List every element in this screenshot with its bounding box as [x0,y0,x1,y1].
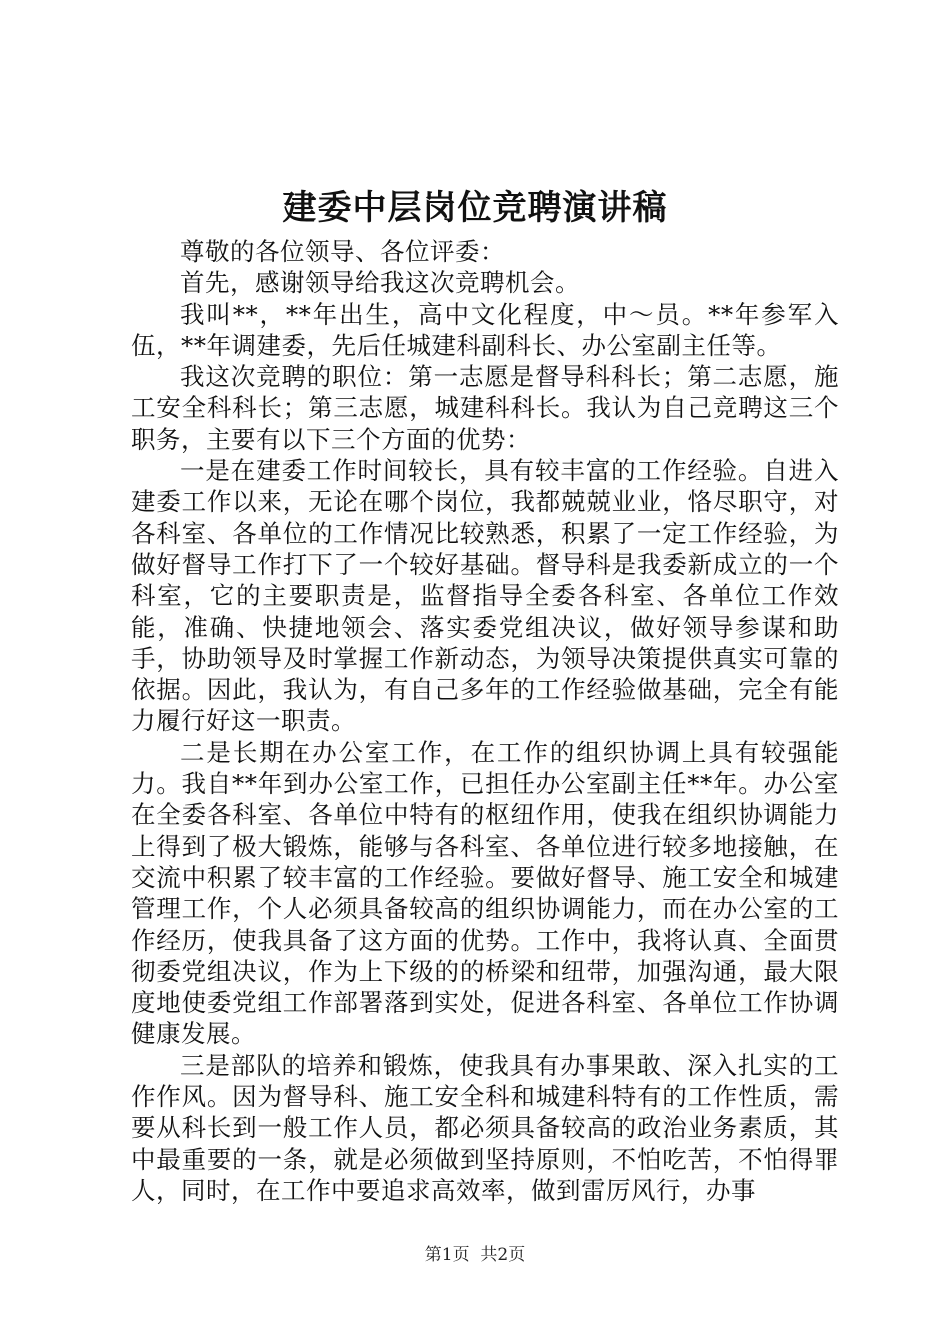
page-total: 共2页 [480,1245,526,1265]
page-number: 第1页 [424,1245,470,1265]
page-footer [0,1243,950,1267]
paragraph-thanks: 首先，感谢领导给我这次竞聘机会。 [180,268,580,298]
paragraph-advantage-1: 一是在建委工作时间较长，具有较丰富的工作经验。自进入建委工作以来，无论在哪个岗位，我都兢兢业业，恪尽职守，对各科室、各单位的工作情况比较熟悉，积累了一定工作经验，为做好督导工作打下了一个较好基础。督导科是我委新成立的一个科室，它的主要职责是，监督指导全委各科室、各单位工作效能，准确、快捷地领会、落实委党组决议，做好领导参谋和助手，协助领导及时掌握工作新动态，为领导决策提供真实可靠的依据。因此，我认为，有自己多年的工作经验做基础，完全有能力履行好这一职责。 [131,456,839,736]
footer-gap [470,1245,481,1265]
document-body [131,236,839,1206]
paragraph-salutation: 尊敬的各位领导、各位评委： [180,237,505,266]
paragraph-advantage-3: 三是部队的培养和锻炼，使我具有办事果敢、深入扎实的工作作风。因为督导科、施工安全科和城建科特有的工作性质，需要从科长到一般工作人员，都必须具备较高的政治业务素质，其中最重要的一条，就是必须做到坚持原则，不怕吃苦，不怕得罪人，同时，在工作中要追求高效率，做到雷厉风行，办事 [131,1050,839,1205]
paragraph-self-intro: 我叫**，**年出生，高中文化程度，中～员。**年参军入伍，**年调建委，先后任城建科副科长、办公室副主任等。 [131,299,839,360]
paragraph-advantage-2: 二是长期在办公室工作，在工作的组织协调上具有较强能力。我自**年到办公室工作，已担任办公室副主任**年。办公室在全委各科室、各单位中特有的枢纽作用，使我在组织协调能力上得到了极大锻炼，能够与各科室、各单位进行较多地接触，在交流中积累了较丰富的工作经验。要做好督导、施工安全和城建管理工作，个人必须具备较高的组织协调能力，而在办公室的工作经历，使我具备了这方面的优势。工作中，我将认真、全面贯彻委党组决议，作为上下级的的桥梁和纽带，加强沟通，最大限度地使委党组工作部署落到实处，促进各科室、各单位工作协调健康发展。 [131,737,839,1049]
document-title: 建委中层岗位竞聘演讲稿 [282,188,668,228]
paragraph-positions: 我这次竞聘的职位：第一志愿是督导科科长；第二志愿，施工安全科科长；第三志愿，城建科科长。我认为自己竞聘这三个职务，主要有以下三个方面的优势： [131,362,839,454]
